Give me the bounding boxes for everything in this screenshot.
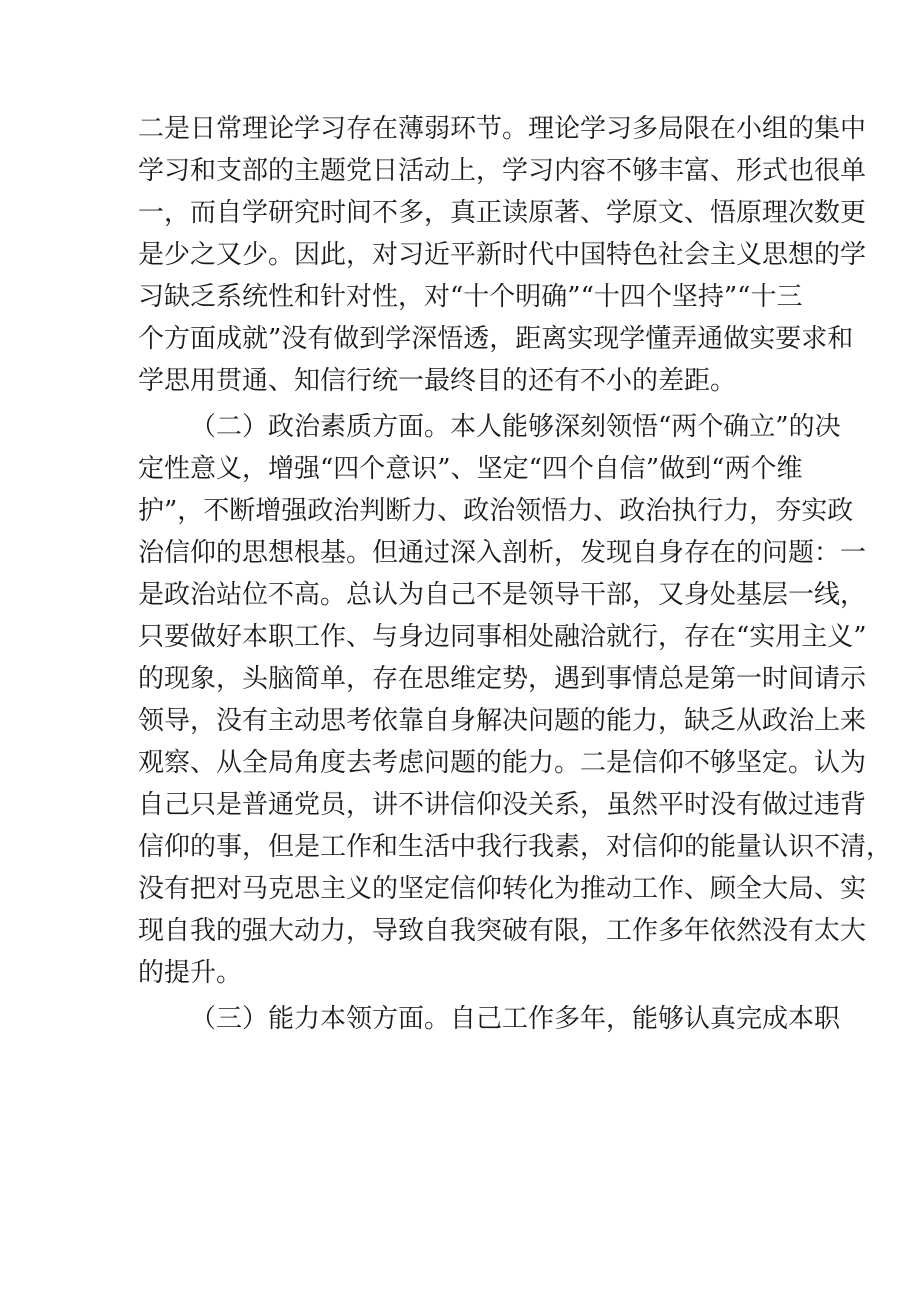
text-line: 定性意义，增强“四个意识”、坚定“四个自信”做到“两个维 [138, 454, 803, 484]
text-line: 学思用贯通、知信行统一最终目的还有不小的差距。 [138, 366, 737, 396]
text-line: 观察、从全局角度去考虑问题的能力。二是信仰不够坚定。认为 [138, 748, 867, 778]
text-line: 现自我的强大动力，导致自我突破有限，工作多年依然没有太大 [138, 916, 867, 946]
text-line: 是少之又少。因此，对习近平新时代中国特色社会主义思想的学 [138, 240, 867, 270]
text-line: 的提升。 [138, 958, 243, 988]
section-heading-line: （三）能力本领方面。自己工作多年，能够认真完成本职 [190, 1004, 841, 1034]
text-line: 二是日常理论学习存在薄弱环节。理论学习多局限在小组的集中 [138, 114, 867, 144]
text-line: 没有把对马克思主义的坚定信仰转化为推动工作、顾全大局、实 [138, 874, 867, 904]
text-line: 个方面成就”没有做到学深悟透，距离实现学懂弄通做实要求和 [138, 324, 854, 354]
text-line: 只要做好本职工作、与身边同事相处融洽就行，存在“实用主义” [138, 622, 867, 652]
section-heading-line: （二）政治素质方面。本人能够深刻领悟“两个确立”的决 [190, 412, 841, 442]
text-line: 领导，没有主动思考依靠自身解决问题的能力，缺乏从政治上来 [138, 706, 867, 736]
document-body [138, 108, 893, 1040]
text-line: 的现象，头脑简单，存在思维定势，遇到事情总是第一时间请示 [138, 664, 867, 694]
text-line: 自己只是普通党员，讲不讲信仰没关系，虽然平时没有做过违背 [138, 790, 867, 820]
text-line: 护”，不断增强政治判断力、政治领悟力、政治执行力，夯实政 [138, 496, 854, 526]
text-line: 治信仰的思想根基。但通过深入剖析，发现自身存在的问题：一 [138, 538, 867, 568]
text-line: 信仰的事，但是工作和生活中我行我素，对信仰的能量认识不清， [138, 832, 893, 862]
text-line: 习缺乏系统性和针对性，对“十个明确”“十四个坚持”“十三 [138, 282, 803, 312]
text-line: 是政治站位不高。总认为自己不是领导干部，又身处基层一线， [138, 580, 867, 610]
text-line: 一，而自学研究时间不多，真正读原著、学原文、悟原理次数更 [138, 198, 867, 228]
text-line: 学习和支部的主题党日活动上，学习内容不够丰富、形式也很单 [138, 156, 867, 186]
